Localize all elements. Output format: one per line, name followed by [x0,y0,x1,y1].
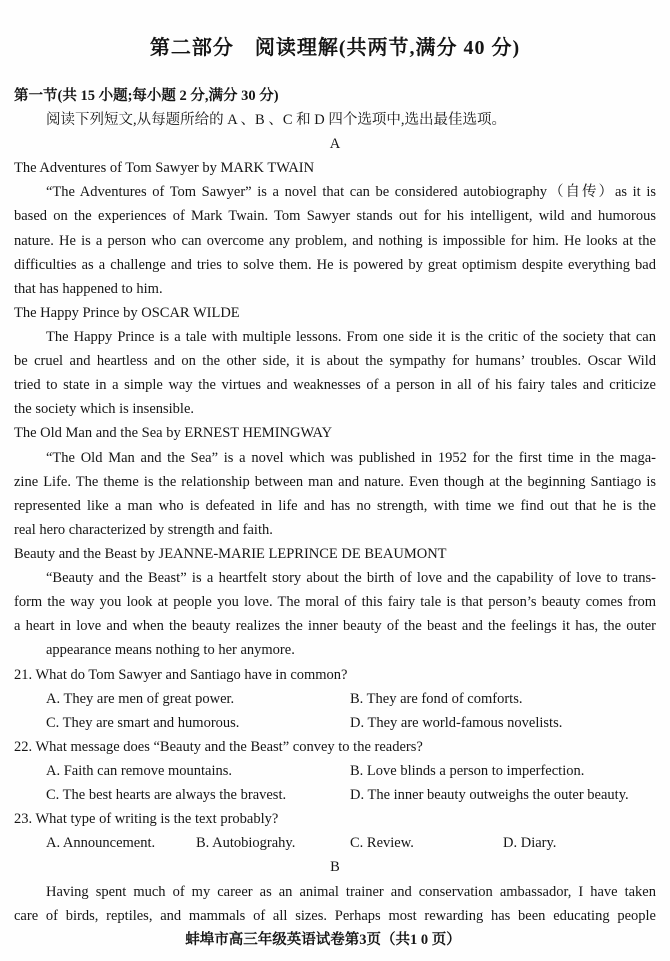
option-row [14,783,656,807]
option-b: B. Love blinds a person to imperfection. [350,762,585,779]
paragraph-line: appearance means nothing to her anymore. [46,642,295,659]
paragraph-line: be cruel and heartless and on the other side, it is about the sympathy for humans’ troubles. Oscar Wild [14,353,656,370]
question-stem: 22. What message does “Beauty and the Beast” convey to the readers? [14,738,423,755]
paragraph-line: represented like a man who is defeated in life and has no strength, with time we find out that he is the [14,497,656,514]
passage-label: B [330,859,340,876]
option-d: D. The inner beauty outweighs the outer beauty. [350,787,629,804]
option-a: A. Announcement. [46,835,156,852]
paragraph-line: The Happy Prince is a tale with multiple lessons. From one side it is the critic of the society that can [46,329,656,345]
option-c: C. Review. [350,835,414,852]
section-heading: 第一节(共 15 小题;每小题 2 分,满分 30 分) [14,87,279,104]
paragraph-line: difficulties as a challenge and tries to solve them. He is powered by great optimism despite everything bad [14,256,656,273]
option-row [14,759,656,783]
book-heading: The Old Man and the Sea by ERNEST HEMINGWAY [14,425,333,442]
exam-page [14,36,656,952]
option-d: D. Diary. [503,835,557,852]
option-b: B. They are fond of comforts. [350,690,523,707]
paragraph-line: “The Old Man and the Sea” is a novel which was published in 1952 for the first time in the maga- [46,449,656,466]
book-heading: The Adventures of Tom Sawyer by MARK TWAIN [14,160,315,177]
paragraph-line: tried to state in a simple way the virtues and weaknesses of a person in all of his fairy tales and criticize [14,377,656,394]
option-c: C. They are smart and humorous. [46,714,240,731]
paragraph-line: the society which is insensible. [14,401,195,418]
instructions-text: 阅读下列短文,从每题所给的 A 、B 、C 和 D 四个选项中,选出最佳选项。 [46,112,506,129]
option-row [14,711,656,735]
paragraph-line: zine Life. The theme is the relationship between man and nature. Even though at the beginning Santiago is [14,473,656,490]
paragraph-line: Having spent much of my career as an animal trainer and conservation ambassador, I have taken [46,883,656,900]
paragraph-line: “Beauty and the Beast” is a heartfelt story about the birth of love and the capability of love to trans- [46,570,656,587]
option-row [14,831,656,855]
question-stem: 23. What type of writing is the text probably? [14,811,279,828]
passage-label: A [329,136,341,153]
question-stem: 21. What do Tom Sawyer and Santiago have in common? [14,666,348,683]
paragraph-line: “The Adventures of Tom Sawyer” is a novel that can be considered autobiography（自传）as it is [46,184,656,201]
page-title: 第二部分 阅读理解(共两节,满分 40 分) [149,36,521,59]
paragraph-line: a heart in love and when the beauty realizes the inner beauty of the beast and the feelings it has, the outer [14,618,656,635]
paragraph-line: care of birds, reptiles, and mammals of all sizes. Perhaps most rewarding has been educating people [14,907,656,924]
option-c: C. The best hearts are always the bravest. [46,787,287,804]
page-footer: 蚌埠市高三年级英语试卷第3页（共1 0 页） [185,931,461,948]
option-b: B. Autobiograhy. [196,835,296,852]
option-a: A. Faith can remove mountains. [46,762,233,779]
paragraph-line: that has happened to him. [14,280,163,297]
book-heading: Beauty and the Beast by JEANNE-MARIE LEPRINCE DE BEAUMONT [14,545,447,562]
option-row [14,687,656,711]
paragraph-line: based on the experiences of Mark Twain. Tom Sawyer stands out for his intelligent, wild and humorous [14,208,656,225]
paragraph-line: real hero characterized by strength and faith. [14,521,273,538]
option-a: A. They are men of great power. [46,690,235,707]
paragraph-line: form the way you look at people you love. The moral of this fairy tale is that person’s beauty comes from [14,594,656,611]
paragraph-line: nature. He is a person who can overcome any problem, and nothing is impossible for him. He looks at the [14,232,656,249]
option-d: D. They are world-famous novelists. [350,714,563,731]
book-heading: The Happy Prince by OSCAR WILDE [14,304,240,321]
